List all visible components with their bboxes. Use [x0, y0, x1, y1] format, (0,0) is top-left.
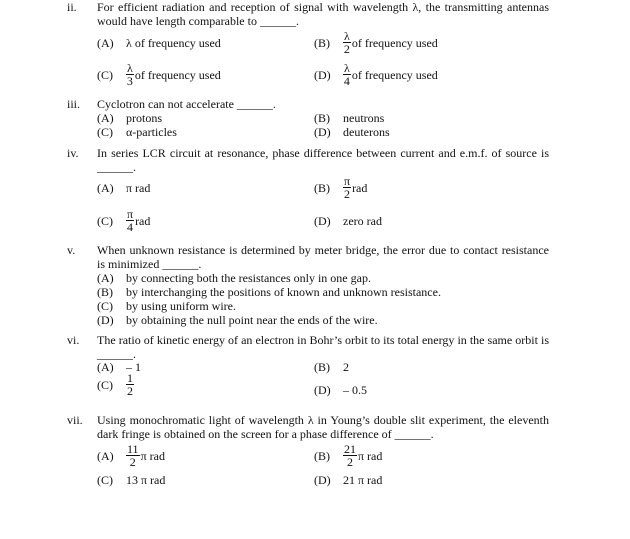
fraction-denominator: 4: [343, 74, 350, 88]
option-c[interactable]: [97, 125, 177, 139]
question-number: iv.: [67, 146, 79, 160]
option-label: (A): [97, 36, 114, 50]
option-text: of frequency used: [134, 67, 221, 82]
option-b[interactable]: [314, 175, 367, 200]
fraction-numerator: π: [344, 174, 351, 188]
fraction-numerator: 11: [127, 442, 139, 456]
option-text: by connecting both the resistances only in one gap.: [126, 271, 371, 285]
option-b[interactable]: [314, 111, 384, 125]
option-text: π rad: [140, 448, 165, 463]
option-label: (D): [314, 125, 331, 139]
fraction-denominator: 2: [127, 384, 133, 398]
option-text: zero rad: [343, 214, 382, 228]
option-label: (D): [314, 473, 331, 487]
option-label: (C): [97, 67, 113, 82]
option-d[interactable]: [314, 62, 438, 87]
option-text: – 1: [126, 360, 141, 374]
option-text: by using uniform wire.: [126, 299, 236, 313]
option-text: π rad: [126, 181, 151, 195]
option-d[interactable]: [314, 214, 382, 228]
option-text: of frequency used: [351, 67, 438, 82]
option-d[interactable]: [314, 473, 382, 487]
fraction: [126, 208, 134, 233]
fraction-denominator: 2: [347, 455, 353, 469]
option-text: 21 π rad: [343, 473, 383, 487]
fraction-denominator: 3: [126, 74, 133, 88]
fraction-denominator: 2: [343, 42, 350, 56]
question-text: When unknown resistance is determined by meter bridge, the error due to contact resistance is minimized ______.: [97, 243, 549, 271]
option-label: (D): [314, 67, 331, 82]
option-label: (C): [97, 213, 113, 228]
option-text: 13 π rad: [126, 473, 166, 487]
fraction: [126, 62, 134, 87]
option-text: neutrons: [343, 111, 385, 125]
option-label: (D): [97, 313, 114, 327]
fraction-numerator: 21: [344, 442, 356, 456]
fraction: [343, 30, 351, 55]
option-c[interactable]: [97, 299, 236, 313]
question-text: In series LCR circuit at resonance, phase difference between current and e.m.f. of source is ______.: [97, 146, 549, 174]
option-text: by interchanging the positions of known and unknown resistance.: [126, 285, 441, 299]
option-b[interactable]: [314, 360, 349, 374]
question-number: vii.: [67, 413, 83, 427]
option-b[interactable]: [314, 443, 382, 468]
option-label: (B): [97, 285, 113, 299]
fraction: [343, 175, 351, 200]
fraction-numerator: π: [127, 207, 134, 221]
option-label: (C): [97, 125, 113, 139]
option-label: (D): [314, 214, 331, 228]
fraction: [343, 62, 351, 87]
option-label: (A): [97, 271, 114, 285]
fraction-denominator: 4: [127, 220, 134, 234]
fraction: [343, 443, 357, 468]
option-text: π rad: [358, 448, 383, 463]
option-a[interactable]: [97, 111, 162, 125]
option-c[interactable]: [97, 372, 135, 397]
option-label: (A): [97, 111, 114, 125]
fraction-numerator: λ: [127, 61, 133, 75]
question-text: The ratio of kinetic energy of an electron in Bohr’s orbit to its total energy in the same orbit is ______.: [97, 333, 549, 361]
option-text: rad: [135, 213, 151, 228]
fraction: [126, 443, 140, 468]
option-d[interactable]: [314, 383, 367, 397]
option-text: – 0.5: [343, 383, 367, 397]
question-number: v.: [67, 243, 76, 257]
option-a[interactable]: [97, 36, 221, 50]
question-text: For efficient radiation and reception of signal with wavelength λ, the transmitting antennas would have length comparable to ______.: [97, 0, 549, 28]
option-c[interactable]: [97, 208, 150, 233]
option-label: (C): [97, 299, 113, 313]
question-text: Using monochromatic light of wavelength λ in Young’s double slit experiment, the eleventh dark fringe is obtained on the screen for a phase difference of ______.: [97, 413, 549, 441]
option-text: 2: [343, 360, 349, 374]
option-label: (B): [314, 360, 330, 374]
option-text: by obtaining the null point near the ends of the wire.: [126, 313, 378, 327]
option-a[interactable]: [97, 443, 165, 468]
option-b[interactable]: [97, 285, 441, 299]
question-number: iii.: [67, 97, 81, 111]
option-text: of frequency used: [351, 35, 438, 50]
fraction-denominator: 2: [129, 455, 136, 469]
option-label: (A): [97, 448, 114, 463]
question-text: Cyclotron can not accelerate ______.: [97, 97, 276, 111]
fraction-denominator: 2: [344, 187, 351, 201]
fraction-numerator: 1: [127, 371, 133, 385]
fraction-numerator: λ: [344, 29, 350, 43]
option-text: α-particles: [126, 125, 177, 139]
option-c[interactable]: [97, 473, 165, 487]
option-text: rad: [352, 180, 368, 195]
option-label: (C): [97, 473, 113, 487]
option-text: λ of frequency used: [126, 36, 221, 50]
fraction-numerator: λ: [344, 61, 350, 75]
fraction: [126, 372, 134, 397]
option-label: (C): [97, 377, 113, 392]
option-c[interactable]: [97, 62, 221, 87]
question-number: vi.: [67, 333, 80, 347]
option-d[interactable]: [314, 125, 390, 139]
option-label: (B): [314, 180, 330, 195]
option-label: (A): [97, 360, 114, 374]
option-label: (B): [314, 35, 330, 50]
option-label: (D): [314, 383, 331, 397]
option-d[interactable]: [97, 313, 378, 327]
option-label: (B): [314, 448, 330, 463]
option-text: protons: [126, 111, 162, 125]
option-b[interactable]: [314, 30, 438, 55]
option-label: (B): [314, 111, 330, 125]
option-text: deuterons: [343, 125, 390, 139]
option-a[interactable]: [97, 271, 371, 285]
question-number: ii.: [67, 0, 77, 14]
option-label: (A): [97, 181, 114, 195]
option-a[interactable]: [97, 181, 150, 195]
